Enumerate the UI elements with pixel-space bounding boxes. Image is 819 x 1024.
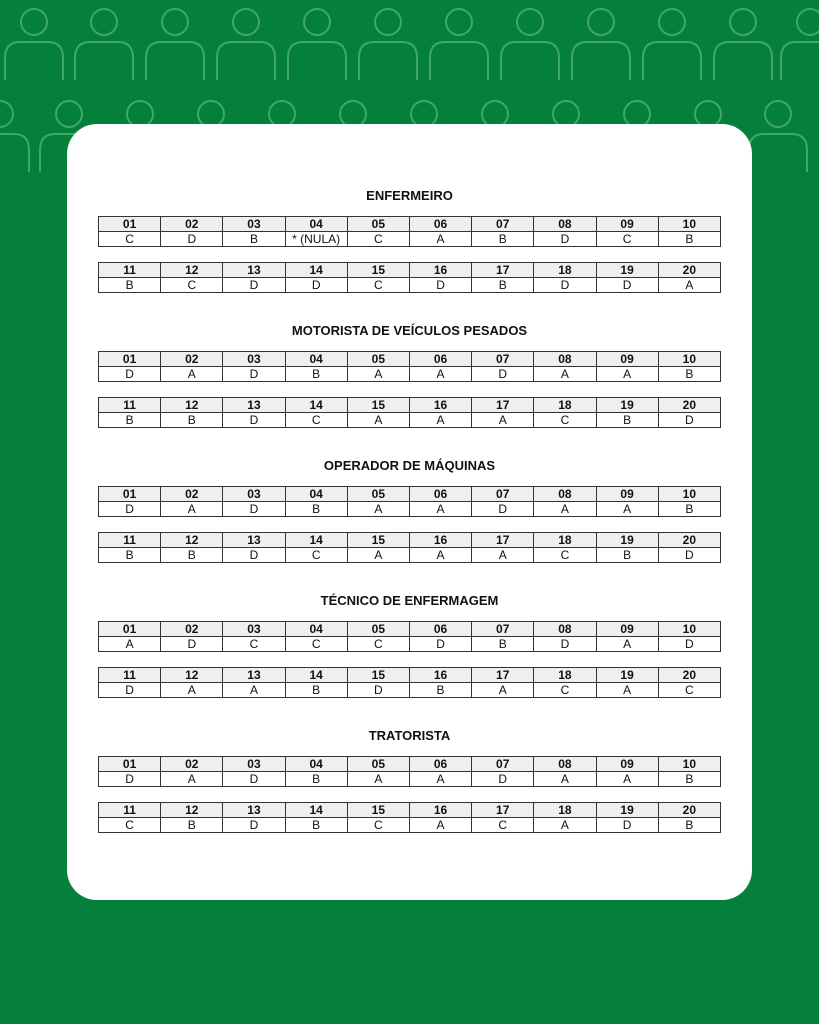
question-number: 03 bbox=[223, 487, 285, 502]
question-number: 20 bbox=[658, 668, 720, 683]
question-number: 07 bbox=[472, 217, 534, 232]
answer-cell: A bbox=[161, 367, 223, 382]
question-number: 07 bbox=[472, 352, 534, 367]
question-number: 04 bbox=[285, 217, 347, 232]
question-number: 08 bbox=[534, 352, 596, 367]
answer-cell: A bbox=[409, 772, 471, 787]
question-number: 17 bbox=[472, 398, 534, 413]
answer-cell: C bbox=[99, 818, 161, 833]
answer-cell: B bbox=[285, 772, 347, 787]
person-icon bbox=[217, 9, 275, 80]
question-number: 16 bbox=[409, 803, 471, 818]
answer-cell: A bbox=[161, 772, 223, 787]
answer-cell: D bbox=[161, 232, 223, 247]
answer-cell: D bbox=[285, 278, 347, 293]
answer-cell: B bbox=[472, 232, 534, 247]
answer-cell: A bbox=[347, 413, 409, 428]
question-number: 09 bbox=[596, 757, 658, 772]
question-number: 10 bbox=[658, 487, 720, 502]
question-number: 05 bbox=[347, 622, 409, 637]
answer-cell: D bbox=[223, 818, 285, 833]
question-number: 19 bbox=[596, 263, 658, 278]
answer-cell: B bbox=[472, 278, 534, 293]
answer-cell: D bbox=[223, 278, 285, 293]
question-number: 01 bbox=[99, 622, 161, 637]
answer-cell: A bbox=[658, 278, 720, 293]
question-number: 12 bbox=[161, 398, 223, 413]
question-number: 18 bbox=[534, 263, 596, 278]
answer-cell: C bbox=[658, 683, 720, 698]
question-number: 08 bbox=[534, 217, 596, 232]
question-number: 15 bbox=[347, 533, 409, 548]
question-number: 14 bbox=[285, 533, 347, 548]
question-number: 04 bbox=[285, 352, 347, 367]
answer-table bbox=[98, 532, 721, 563]
answer-cell: D bbox=[409, 637, 471, 652]
answer-cell: C bbox=[347, 278, 409, 293]
question-number: 18 bbox=[534, 803, 596, 818]
question-number: 13 bbox=[223, 263, 285, 278]
question-number: 11 bbox=[99, 263, 161, 278]
question-number: 01 bbox=[99, 217, 161, 232]
question-number: 06 bbox=[409, 217, 471, 232]
question-number: 08 bbox=[534, 487, 596, 502]
person-icon bbox=[5, 9, 63, 80]
answer-cell: A bbox=[596, 502, 658, 517]
answer-cell: A bbox=[409, 818, 471, 833]
question-number: 19 bbox=[596, 668, 658, 683]
question-number: 10 bbox=[658, 757, 720, 772]
answer-cell: D bbox=[223, 772, 285, 787]
answer-cell: A bbox=[347, 772, 409, 787]
question-number: 14 bbox=[285, 398, 347, 413]
question-number: 17 bbox=[472, 533, 534, 548]
question-number: 13 bbox=[223, 803, 285, 818]
person-icon bbox=[749, 101, 807, 172]
answer-cell: A bbox=[347, 502, 409, 517]
question-number: 20 bbox=[658, 263, 720, 278]
question-number: 13 bbox=[223, 398, 285, 413]
answer-cell: D bbox=[223, 367, 285, 382]
answer-key-card bbox=[67, 124, 752, 900]
answer-cell: A bbox=[596, 772, 658, 787]
answer-cell: B bbox=[409, 683, 471, 698]
question-number: 03 bbox=[223, 622, 285, 637]
answer-cell: D bbox=[99, 367, 161, 382]
person-icon bbox=[146, 9, 204, 80]
answer-cell: A bbox=[534, 367, 596, 382]
answer-cell: A bbox=[161, 683, 223, 698]
answer-cell: D bbox=[223, 413, 285, 428]
answer-cell: B bbox=[658, 818, 720, 833]
answer-cell: C bbox=[534, 683, 596, 698]
question-number: 17 bbox=[472, 668, 534, 683]
answer-cell: A bbox=[409, 367, 471, 382]
person-icon bbox=[0, 101, 29, 172]
answer-cell: D bbox=[658, 637, 720, 652]
question-number: 04 bbox=[285, 487, 347, 502]
answer-cell: B bbox=[658, 772, 720, 787]
person-icon bbox=[359, 9, 417, 80]
question-number: 07 bbox=[472, 757, 534, 772]
answer-cell: D bbox=[223, 502, 285, 517]
answer-table bbox=[98, 262, 721, 293]
question-number: 02 bbox=[161, 217, 223, 232]
answer-cell: A bbox=[534, 772, 596, 787]
answer-table bbox=[98, 802, 721, 833]
question-number: 09 bbox=[596, 622, 658, 637]
answer-cell: A bbox=[223, 683, 285, 698]
question-number: 04 bbox=[285, 622, 347, 637]
section-title: MOTORISTA DE VEÍCULOS PESADOS bbox=[291, 323, 528, 338]
answer-table bbox=[98, 216, 721, 247]
section-title: TÉCNICO DE ENFERMAGEM bbox=[320, 593, 499, 608]
answer-cell: * (NULA) bbox=[285, 232, 347, 247]
answer-cell: A bbox=[596, 367, 658, 382]
answer-cell: B bbox=[285, 683, 347, 698]
answer-cell: D bbox=[223, 548, 285, 563]
answer-cell: C bbox=[596, 232, 658, 247]
answer-cell: C bbox=[347, 637, 409, 652]
answer-cell: A bbox=[472, 413, 534, 428]
question-number: 18 bbox=[534, 668, 596, 683]
person-icon bbox=[572, 9, 630, 80]
question-number: 19 bbox=[596, 398, 658, 413]
answer-cell: D bbox=[472, 367, 534, 382]
question-number: 02 bbox=[161, 757, 223, 772]
question-number: 09 bbox=[596, 217, 658, 232]
answer-cell: B bbox=[223, 232, 285, 247]
answer-cell: D bbox=[99, 683, 161, 698]
answer-cell: A bbox=[534, 818, 596, 833]
answer-cell: A bbox=[409, 413, 471, 428]
answer-cell: B bbox=[658, 502, 720, 517]
question-number: 18 bbox=[534, 533, 596, 548]
answer-cell: D bbox=[534, 278, 596, 293]
answer-cell: A bbox=[409, 502, 471, 517]
answer-cell: C bbox=[534, 548, 596, 563]
answer-cell: D bbox=[99, 772, 161, 787]
person-icon bbox=[288, 9, 346, 80]
answer-cell: B bbox=[161, 548, 223, 563]
question-number: 03 bbox=[223, 217, 285, 232]
question-number: 15 bbox=[347, 803, 409, 818]
answer-cell: B bbox=[472, 637, 534, 652]
question-number: 17 bbox=[472, 263, 534, 278]
question-number: 03 bbox=[223, 352, 285, 367]
answer-cell: B bbox=[596, 548, 658, 563]
answer-cell: D bbox=[347, 683, 409, 698]
question-number: 09 bbox=[596, 352, 658, 367]
answer-table bbox=[98, 351, 721, 382]
question-number: 14 bbox=[285, 263, 347, 278]
section-title: ENFERMEIRO bbox=[366, 188, 453, 203]
question-number: 02 bbox=[161, 487, 223, 502]
section-title: OPERADOR DE MÁQUINAS bbox=[323, 458, 496, 473]
question-number: 12 bbox=[161, 668, 223, 683]
answer-cell: B bbox=[658, 232, 720, 247]
question-number: 08 bbox=[534, 757, 596, 772]
question-number: 20 bbox=[658, 398, 720, 413]
question-number: 11 bbox=[99, 803, 161, 818]
question-number: 06 bbox=[409, 487, 471, 502]
question-number: 13 bbox=[223, 533, 285, 548]
question-number: 16 bbox=[409, 533, 471, 548]
answer-cell: B bbox=[99, 413, 161, 428]
answer-cell: D bbox=[596, 278, 658, 293]
question-number: 08 bbox=[534, 622, 596, 637]
question-number: 15 bbox=[347, 263, 409, 278]
question-number: 01 bbox=[99, 487, 161, 502]
answer-cell: A bbox=[596, 637, 658, 652]
answer-cell: D bbox=[161, 637, 223, 652]
question-number: 20 bbox=[658, 533, 720, 548]
answer-cell: D bbox=[99, 502, 161, 517]
answer-cell: A bbox=[99, 637, 161, 652]
question-number: 02 bbox=[161, 352, 223, 367]
answer-table bbox=[98, 486, 721, 517]
answer-cell: A bbox=[347, 548, 409, 563]
question-number: 03 bbox=[223, 757, 285, 772]
answer-cell: C bbox=[223, 637, 285, 652]
question-number: 14 bbox=[285, 803, 347, 818]
answer-cell: C bbox=[347, 818, 409, 833]
question-number: 10 bbox=[658, 217, 720, 232]
answer-cell: B bbox=[161, 818, 223, 833]
answer-cell: D bbox=[596, 818, 658, 833]
question-number: 19 bbox=[596, 533, 658, 548]
question-number: 04 bbox=[285, 757, 347, 772]
question-number: 12 bbox=[161, 263, 223, 278]
answer-cell: A bbox=[409, 548, 471, 563]
person-icon bbox=[75, 9, 133, 80]
answer-cell: B bbox=[596, 413, 658, 428]
person-icon bbox=[781, 9, 819, 80]
answer-cell: D bbox=[409, 278, 471, 293]
question-number: 06 bbox=[409, 757, 471, 772]
question-number: 05 bbox=[347, 352, 409, 367]
question-number: 06 bbox=[409, 352, 471, 367]
question-number: 12 bbox=[161, 803, 223, 818]
question-number: 18 bbox=[534, 398, 596, 413]
person-icon bbox=[714, 9, 772, 80]
question-number: 01 bbox=[99, 352, 161, 367]
question-number: 07 bbox=[472, 622, 534, 637]
question-number: 16 bbox=[409, 668, 471, 683]
question-number: 11 bbox=[99, 533, 161, 548]
answer-cell: A bbox=[596, 683, 658, 698]
answer-cell: A bbox=[472, 683, 534, 698]
question-number: 13 bbox=[223, 668, 285, 683]
answer-cell: C bbox=[285, 413, 347, 428]
question-number: 14 bbox=[285, 668, 347, 683]
answer-cell: C bbox=[161, 278, 223, 293]
answer-cell: D bbox=[658, 548, 720, 563]
answer-cell: D bbox=[472, 772, 534, 787]
answer-cell: A bbox=[347, 367, 409, 382]
answer-cell: B bbox=[285, 818, 347, 833]
answer-table bbox=[98, 756, 721, 787]
person-icon bbox=[643, 9, 701, 80]
question-number: 16 bbox=[409, 398, 471, 413]
answer-cell: D bbox=[658, 413, 720, 428]
question-number: 12 bbox=[161, 533, 223, 548]
answer-cell: B bbox=[99, 548, 161, 563]
person-icon bbox=[501, 9, 559, 80]
answer-cell: D bbox=[534, 232, 596, 247]
section-title: TRATORISTA bbox=[368, 728, 451, 743]
question-number: 07 bbox=[472, 487, 534, 502]
question-number: 02 bbox=[161, 622, 223, 637]
question-number: 05 bbox=[347, 757, 409, 772]
answer-cell: B bbox=[285, 502, 347, 517]
question-number: 16 bbox=[409, 263, 471, 278]
answer-cell: C bbox=[534, 413, 596, 428]
question-number: 11 bbox=[99, 668, 161, 683]
question-number: 15 bbox=[347, 668, 409, 683]
question-number: 06 bbox=[409, 622, 471, 637]
answer-cell: C bbox=[285, 637, 347, 652]
question-number: 11 bbox=[99, 398, 161, 413]
answer-cell: A bbox=[161, 502, 223, 517]
answer-cell: A bbox=[472, 548, 534, 563]
question-number: 05 bbox=[347, 487, 409, 502]
question-number: 10 bbox=[658, 352, 720, 367]
answer-cell: C bbox=[99, 232, 161, 247]
answer-cell: C bbox=[347, 232, 409, 247]
question-number: 10 bbox=[658, 622, 720, 637]
answer-cell: B bbox=[658, 367, 720, 382]
answer-cell: C bbox=[472, 818, 534, 833]
question-number: 17 bbox=[472, 803, 534, 818]
answer-cell: A bbox=[409, 232, 471, 247]
answer-cell: D bbox=[534, 637, 596, 652]
question-number: 01 bbox=[99, 757, 161, 772]
answer-cell: D bbox=[472, 502, 534, 517]
question-number: 20 bbox=[658, 803, 720, 818]
answer-cell: C bbox=[285, 548, 347, 563]
question-number: 09 bbox=[596, 487, 658, 502]
answer-cell: B bbox=[161, 413, 223, 428]
person-icon bbox=[430, 9, 488, 80]
answer-cell: A bbox=[534, 502, 596, 517]
question-number: 05 bbox=[347, 217, 409, 232]
answer-cell: B bbox=[285, 367, 347, 382]
answer-cell: B bbox=[99, 278, 161, 293]
answer-table bbox=[98, 667, 721, 698]
question-number: 15 bbox=[347, 398, 409, 413]
question-number: 19 bbox=[596, 803, 658, 818]
answer-table bbox=[98, 397, 721, 428]
answer-table bbox=[98, 621, 721, 652]
